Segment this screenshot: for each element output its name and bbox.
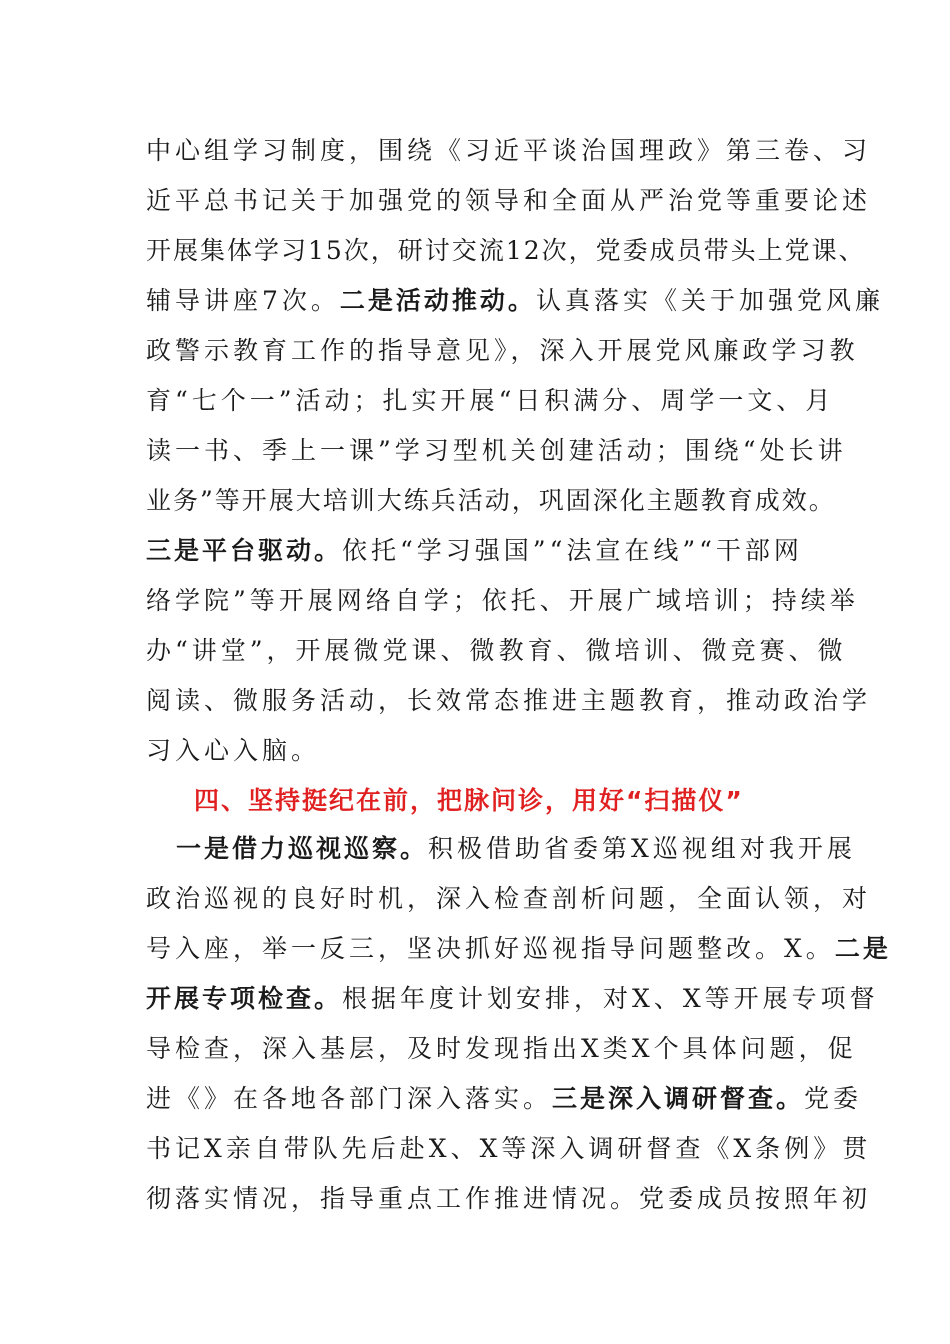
text-line: 络学院”等开展网络自学；依托、开展广域培训；持续举 (146, 586, 859, 615)
text-line: 三是平台驱动。依托“学习强国”“法宣在线”“干部网 (146, 536, 803, 565)
bold-lead: 三是深入调研督查。 (552, 1084, 805, 1113)
text-line: 习入心入脑。 (146, 736, 321, 765)
text-line: 导检查，深入基层，及时发现指出X类X个具体问题，促 (146, 1034, 857, 1063)
text-line: 办“讲堂”，开展微党课、微教育、微培训、微竞赛、微 (146, 636, 847, 665)
text-line: 业务”等开展大培训大练兵活动，巩固深化主题教育成效。 (146, 486, 836, 515)
text-line: 开展集体学习15次，研讨交流12次，党委成员带头上党课、 (146, 236, 866, 265)
text-line: 辅导讲座7次。二是活动推动。认真落实《关于加强党风廉 (146, 286, 884, 315)
text-line: 阅读、微服务活动，长效常态推进主题教育，推动政治学 (146, 686, 872, 715)
text-line: 开展专项检查。根据年度计划安排，对X、X等开展专项督 (146, 984, 879, 1013)
text-line: 进《》在各地各部门深入落实。三是深入调研督查。党委 (146, 1084, 863, 1113)
bold-lead: 一是借力巡视巡察。 (176, 834, 429, 863)
text-line: 号入座，举一反三，坚决抓好巡视指导问题整改。X。二是 (146, 934, 891, 963)
text-line: 一是借力巡视巡察。积极借助省委第X巡视组对我开展 (176, 834, 856, 863)
text-line: 彻落实情况，指导重点工作推进情况。党委成员按照年初 (146, 1184, 872, 1213)
bold-lead: 开展专项检查。 (146, 984, 343, 1013)
bold-lead: 二是活动推动。 (339, 286, 536, 315)
section-heading: 四、坚持挺纪在前，把脉问诊，用好“扫描仪” (194, 786, 744, 815)
bold-lead: 三是平台驱动。 (146, 536, 343, 565)
text-line: 读一书、季上一课”学习型机关创建活动；围绕“处长讲 (146, 436, 847, 465)
text-line: 中心组学习制度，围绕《习近平谈治国理政》第三卷、习 (146, 136, 872, 165)
bold-lead: 二是 (834, 934, 891, 963)
text-line: 育“七个一”活动；扎实开展“日积满分、周学一文、月 (146, 386, 835, 415)
text-line: 近平总书记关于加强党的领导和全面从严治党等重要论述 (146, 186, 872, 215)
text-line: 书记X亲自带队先后赴X、X等深入调研督查《X条例》贯 (146, 1134, 872, 1163)
text-line: 政治巡视的良好时机，深入检查剖析问题，全面认领，对 (146, 884, 872, 913)
text-line: 政警示教育工作的指导意见》，深入开展党风廉政学习教 (146, 336, 859, 365)
